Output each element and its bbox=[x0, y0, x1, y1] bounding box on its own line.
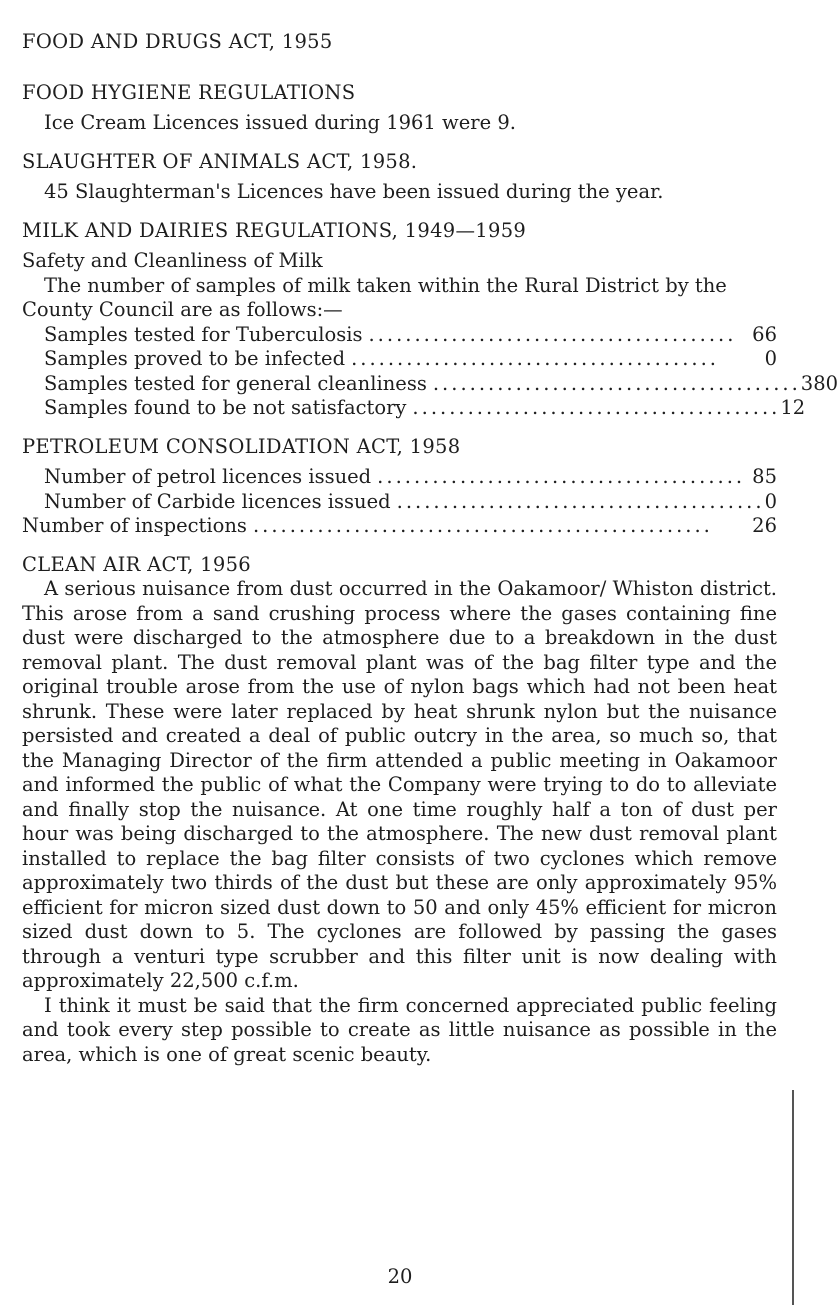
milk-samples-table bbox=[22, 322, 838, 421]
row-label: Number of Carbide licences issued bbox=[44, 489, 391, 513]
section-clean-air bbox=[22, 553, 777, 1068]
section-text: Ice Cream Licences issued during 1961 were 9. bbox=[44, 111, 516, 134]
clean-air-paragraph: A serious nuisance from dust occurred in the Oakamoor/ Whiston district. This arose from a sand crushing process where the gases containing fine dust were discharged to the atmosphere due to a breakdown in the dust removal plant. The dust removal plant was of the bag filter type and the original trouble arose from the use of nylon bags which had not been heat shrunk. These were later replaced by heat shrunk nylon but the nuisance persisted and created a deal of public outcry in the area, so much so, that the Managing Director of the firm attended a public meeting in Oakamoor and informed the public of what the Company were trying to do to alleviate and finally stop the nuisance. At one time roughly half a ton of dust per hour was being discharged to the atmosphere. The new dust removal plant installed to replace the bag filter consists of two cyclones which remove approximately two thirds of the dust but these are only approximately 95% efficient for micron sized dust down to 50 and only 45% efficient for micron sized dust down to 5. The cyclones are followed by passing the gases through a venturi type scrubber and this filter unit is now dealing with approximately 22,500 c.f.m. bbox=[22, 577, 777, 992]
row-label: Number of petrol licences issued bbox=[44, 465, 372, 488]
section-title: SLAUGHTER OF ANIMALS ACT, 1958. bbox=[22, 149, 418, 173]
table-row bbox=[22, 514, 777, 539]
clean-air-paragraph: I think it must be said that the firm concerned appreciated public feeling and took every step possible to create as little nuisance as possible in the area, which is one of great scenic beauty. bbox=[22, 993, 777, 1066]
row-label: Number of inspections bbox=[22, 514, 247, 537]
table-row bbox=[22, 396, 806, 421]
section-milk bbox=[22, 218, 838, 421]
row-value: 0 bbox=[764, 347, 777, 370]
row-value: 12 bbox=[780, 396, 806, 419]
table-row bbox=[22, 490, 777, 515]
row-value: 85 bbox=[752, 465, 777, 488]
leader-dots: ........................................ bbox=[432, 371, 801, 395]
table-row bbox=[22, 465, 777, 490]
row-label: Samples proved to be infected bbox=[44, 347, 346, 370]
leader-dots: ........................................ bbox=[377, 465, 746, 488]
row-value: 26 bbox=[752, 514, 777, 537]
table-row bbox=[22, 347, 777, 372]
leader-dots: .................................................. bbox=[252, 514, 713, 537]
table-row bbox=[22, 371, 838, 397]
petroleum-table bbox=[22, 465, 777, 539]
section-title: CLEAN AIR ACT, 1956 bbox=[22, 552, 251, 576]
row-value: 66 bbox=[752, 322, 777, 346]
table-row bbox=[22, 323, 777, 348]
section-title: FOOD HYGIENE REGULATIONS bbox=[22, 80, 356, 104]
section-title: PETROLEUM CONSOLIDATION ACT, 1958 bbox=[22, 434, 461, 458]
row-label: Samples tested for Tuberculosis bbox=[44, 322, 363, 346]
row-label: Samples tested for general cleanliness bbox=[44, 371, 427, 395]
row-value: 0 bbox=[764, 489, 777, 513]
scan-edge bbox=[792, 1090, 794, 1305]
row-value: 380 bbox=[800, 371, 838, 395]
leader-dots: ........................................ bbox=[351, 347, 720, 370]
document-page bbox=[22, 30, 838, 1067]
leader-dots: ........................................ bbox=[412, 396, 781, 419]
section-text: 45 Slaughterman's Licences have been issued during the year. bbox=[44, 180, 664, 203]
section-petroleum bbox=[22, 435, 777, 539]
leader-dots: ........................................ bbox=[368, 322, 737, 346]
page-header: FOOD AND DRUGS ACT, 1955 bbox=[22, 30, 333, 53]
row-label: Samples found to be not satisfactory bbox=[44, 396, 407, 419]
section-food-hygiene bbox=[22, 81, 777, 136]
page-number: 20 bbox=[387, 1265, 413, 1288]
section-title: MILK AND DAIRIES REGULATIONS, 1949—1959 bbox=[22, 218, 527, 242]
leader-dots: ........................................ bbox=[396, 489, 765, 513]
section-slaughter bbox=[22, 150, 777, 205]
section-intro: The number of samples of milk taken within the Rural District by the County Council are as follows:— bbox=[22, 273, 727, 321]
section-subtitle: Safety and Cleanliness of Milk bbox=[22, 249, 323, 272]
